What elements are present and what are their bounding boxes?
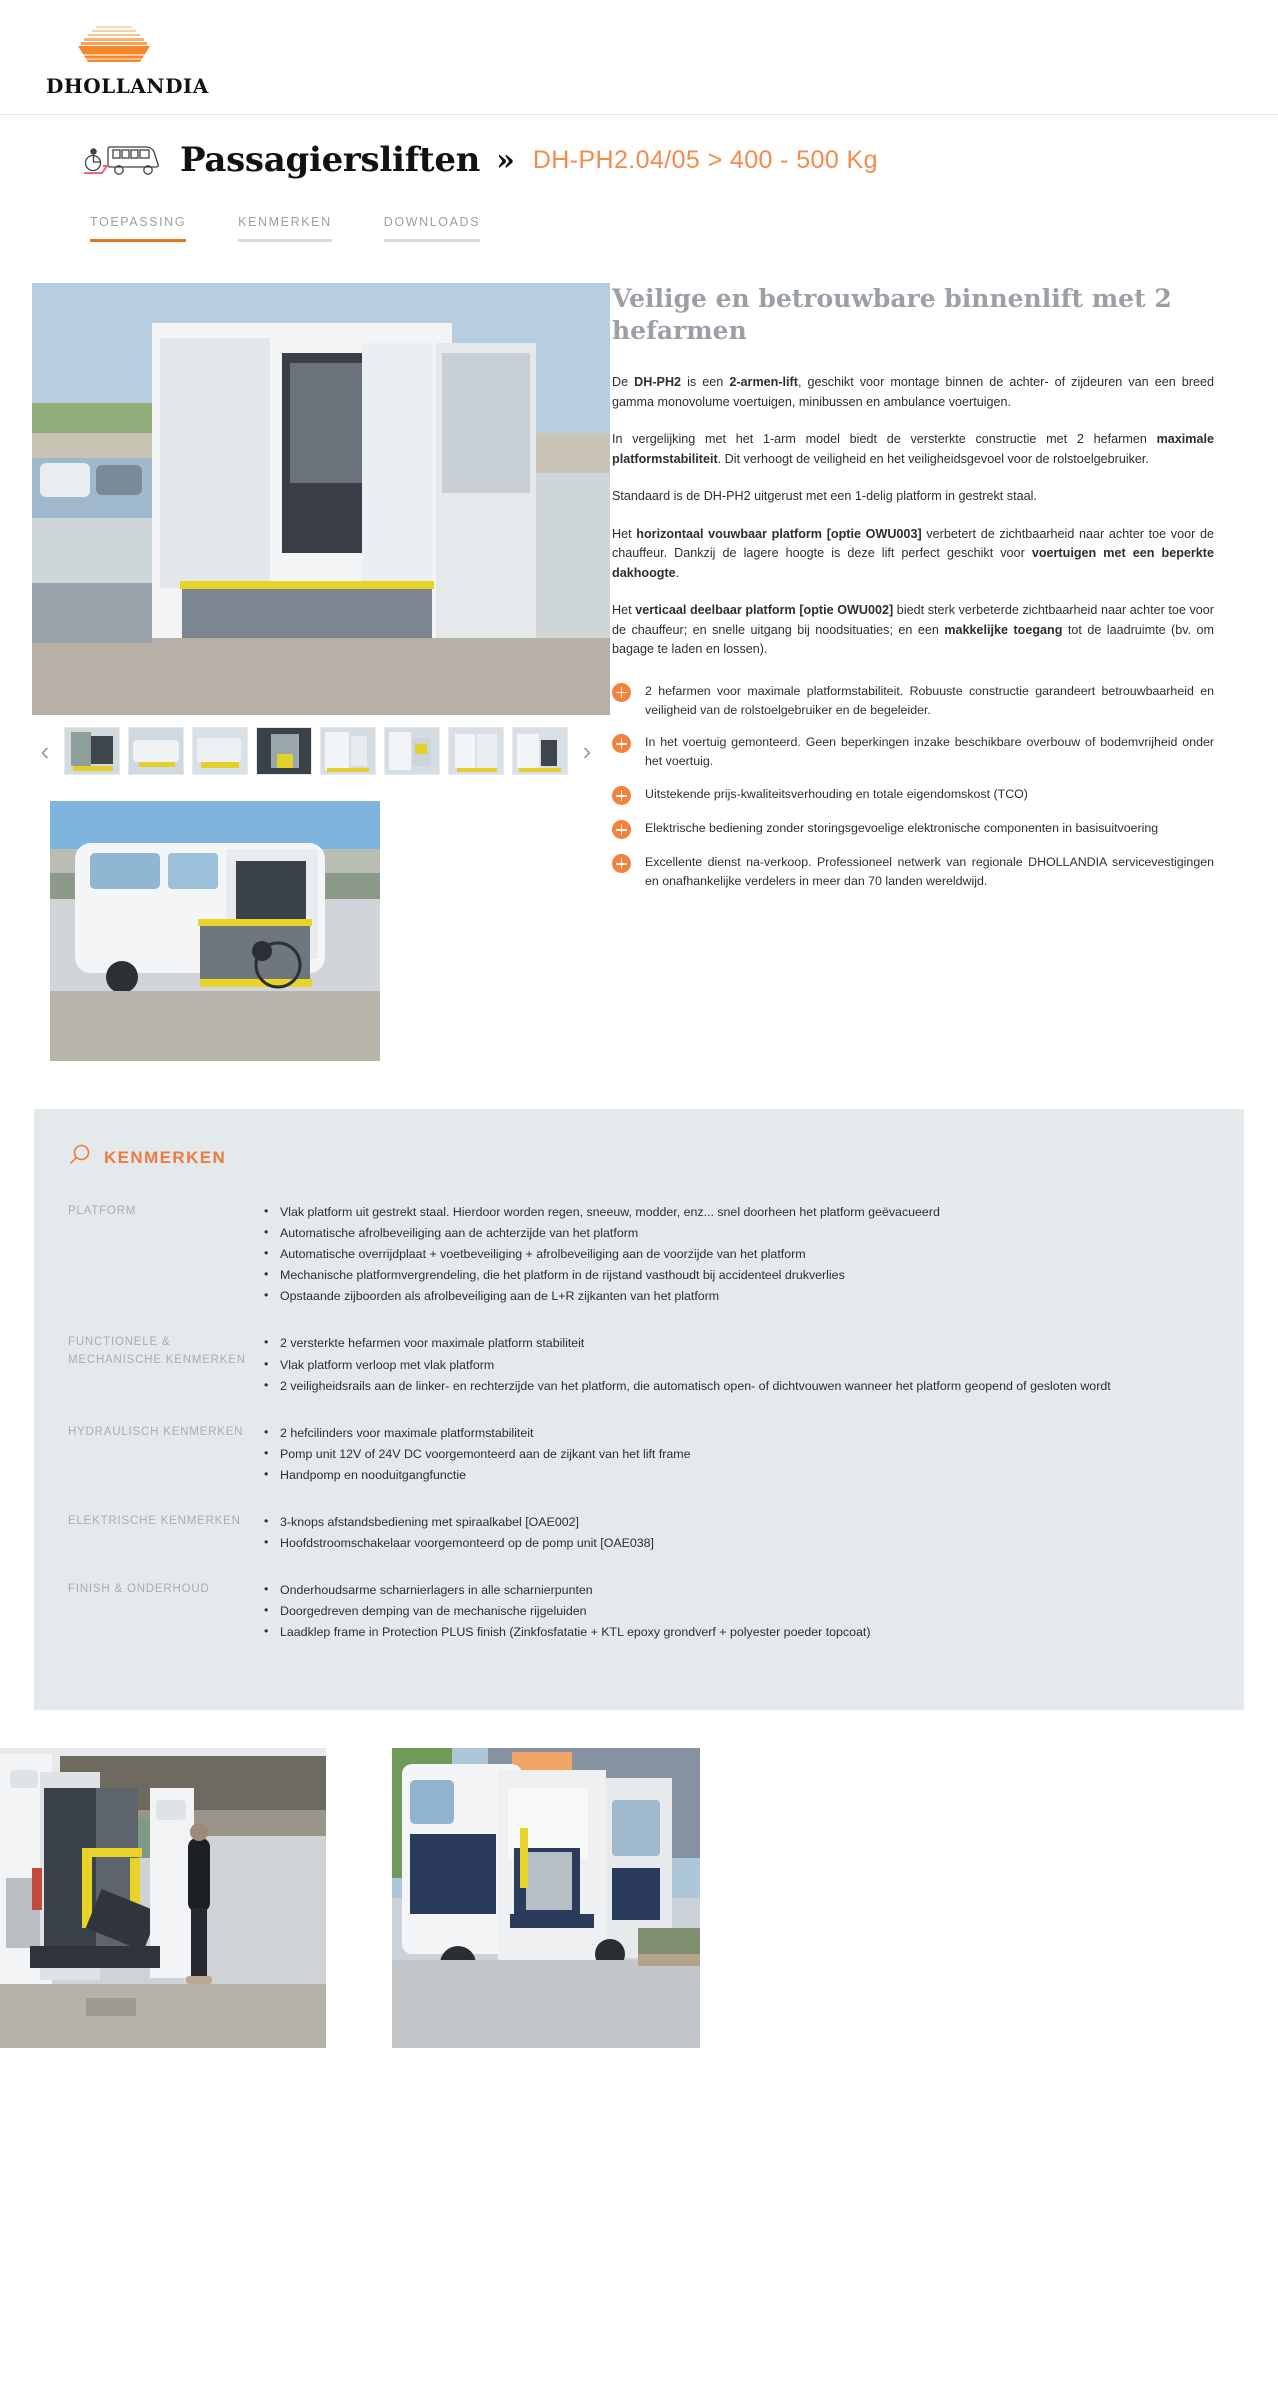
features-panel [34, 1109, 1244, 1710]
feature-item: • 2 veiligheidsrails aan de linker- en rechterzijde van het platform, die automatisch open- of dichtvouwen wanneer het platform geopend of gesloten wordt [264, 1376, 1204, 1396]
feature-item: • Handpomp en nooduitgangfunctie [264, 1465, 1204, 1485]
features-panel-title: KENMERKEN [104, 1147, 227, 1167]
thumbnail-item[interactable] [384, 727, 440, 775]
feature-item: • Laadklep frame in Protection PLUS finish (Zinkfosfatatie + KTL epoxy grondverf + polyester poeder topcoat) [264, 1622, 1204, 1642]
thumbnail-item[interactable] [448, 727, 504, 775]
feature-item: • Vlak platform verloop met vlak platform [264, 1355, 1204, 1375]
thumbnail-strip[interactable] [32, 727, 610, 775]
thumbnail-item[interactable] [192, 727, 248, 775]
benefit-item [612, 785, 1214, 805]
brand-header [0, 0, 1278, 108]
benefit-text: Uitstekende prijs-kwaliteitsverhouding en totale eigendomskost (TCO) [645, 787, 1028, 802]
tab-toepassing-underline [90, 239, 186, 242]
thumbnail-list[interactable] [64, 727, 568, 775]
tab-downloads[interactable] [362, 215, 502, 253]
intro-paragraph-3: Standaard is de DH-PH2 uitgerust met een 1-delig platform in gestrekt staal. [612, 489, 1037, 504]
feature-item: • 3-knops afstandsbediening met spiraalkabel [OAE002] [264, 1512, 1204, 1532]
feature-group-hydraulisch [68, 1423, 1204, 1486]
gallery-column [0, 283, 610, 1061]
term-owu003: horizontaal vouwbaar platform [optie OWU003] [636, 526, 922, 541]
plus-icon [612, 734, 631, 753]
feature-item: • Automatische overrijdplaat + voetbeveiliging + afrolbeveiliging aan de voorzijde van het platform [264, 1244, 1204, 1264]
thumbnail-item[interactable] [320, 727, 376, 775]
tab-downloads-underline [384, 239, 480, 242]
benefit-text: Elektrische bediening zonder storingsgevoelige elektronische componenten in basisuitvoering [645, 821, 1159, 836]
intro-paragraph-4: Het horizontaal vouwbaar platform [optie OWU003] verbetert de zichtbaarheid naar achter toe voor de chauffeur. Dankzij de lagere hoogte is deze lift perfect geschikt voor voertuigen met een beperkte dakhoogte. [612, 526, 1214, 580]
feature-group-items [264, 1202, 1204, 1307]
intro-paragraph-2: In vergelijking met het 1-arm model biedt de versterkte constructie met 2 hefarmen maximale platformstabiliteit. Dit verhoogt de veiligheid en het veiligheidsgevoel voor de rolstoelgebruiker. [612, 432, 1214, 466]
feature-group-label: PLATFORM [68, 1205, 137, 1217]
bottom-image-right[interactable] [392, 1748, 700, 2048]
hero-image[interactable] [32, 283, 610, 715]
benefit-item [612, 819, 1214, 839]
tab-kenmerken-label: KENMERKEN [238, 215, 332, 229]
feature-group-label: FINISH & ONDERHOUD [68, 1583, 210, 1596]
intro-paragraph-5: Het verticaal deelbaar platform [optie OWU002] biedt sterk verbeterde zichtbaarheid naar achter toe voor de chauffeur; en snelle uitgang bij noodsituaties; en een makkelijke toegang tot de laadruimte (bv. om bagage te laden en lossen). [612, 603, 1215, 657]
thumbnail-item[interactable] [512, 727, 568, 775]
section-heading: Veilige en betrouwbare binnenlift met 2 hefarmen [612, 284, 1172, 345]
plus-icon [612, 683, 631, 702]
benefit-text: Excellente dienst na-verkoop. Professioneel netwerk van regionale DHOLLANDIA servicevestigingen en onafhankelijke verdelers in meer dan 70 landen wereldwijd. [645, 855, 1214, 888]
page-header [0, 115, 1278, 183]
term-max-platformstabiliteit: maximale platformstabiliteit [612, 432, 1214, 466]
chevron-left-icon[interactable]: ‹ [40, 736, 50, 766]
intro-paragraph-1: De DH-PH2 is een 2-armen-lift, geschikt voor montage binnen de achter- of zijdeuren van een breed gamma monovolume voertuigen, minibussen en ambulance voertuigen. [612, 375, 1214, 409]
feature-group-finish-onderhoud [68, 1580, 1204, 1643]
magnifier-icon [68, 1143, 92, 1172]
tab-kenmerken-underline [238, 239, 332, 242]
feature-group-items [264, 1423, 1204, 1486]
feature-item: • Pomp unit 12V of 24V DC voorgemonteerd aan de zijkant van het lift frame [264, 1444, 1204, 1464]
brand-name: DHOLLANDIA [46, 74, 209, 98]
page-title: Passagiersliften [180, 140, 481, 180]
feature-group-items [264, 1512, 1204, 1554]
dhollandia-logo-icon [58, 24, 170, 72]
plus-icon [612, 786, 631, 805]
feature-group-items [264, 1580, 1204, 1643]
thumbnail-item[interactable] [64, 727, 120, 775]
description-column [610, 283, 1250, 1061]
chevron-right-icon[interactable]: › [582, 736, 592, 766]
tab-bar[interactable] [0, 183, 1278, 253]
tab-kenmerken[interactable] [216, 215, 354, 253]
bottom-image-left[interactable] [0, 1748, 326, 2048]
feature-group-label: HYDRAULISCH KENMERKEN [68, 1425, 244, 1438]
main-content [0, 253, 1278, 1061]
thumbnail-item[interactable] [128, 727, 184, 775]
feature-item: • Doorgedreven demping van de mechanische rijgeluiden [264, 1601, 1204, 1621]
feature-group-items [264, 1333, 1204, 1396]
plus-icon [612, 854, 631, 873]
term-owu002: verticaal deelbaar platform [optie OWU002] [635, 603, 894, 618]
term-2-armen-lift: 2-armen-lift [729, 375, 798, 389]
feature-item: • Automatische afrolbeveiliging aan de achterzijde van het platform [264, 1223, 1204, 1243]
feature-group-platform [68, 1202, 1204, 1307]
wheelchair-minibus-icon [80, 137, 166, 183]
feature-item: • Opstaande zijboorden als afrolbeveiliging aan de L+R zijkanten van het platform [264, 1286, 1204, 1306]
feature-item: • Vlak platform uit gestrekt staal. Hierdoor worden regen, sneeuw, modder, enz... snel doorheen het platform geëvacueerd [264, 1202, 1204, 1222]
features-panel-header [68, 1143, 1204, 1172]
feature-item: • Onderhoudsarme scharnierlagers in alle scharnierpunten [264, 1580, 1204, 1600]
feature-item: • Hoofdstroomschakelaar voorgemonteerd op de pomp unit [OAE038] [264, 1533, 1204, 1553]
feature-group-label: ELEKTRISCHE KENMERKEN [68, 1515, 241, 1528]
term-dh-ph2: DH-PH2 [634, 375, 682, 389]
logo[interactable] [46, 24, 209, 98]
thumbnail-item[interactable] [256, 727, 312, 775]
feature-group-functioneel-mechanisch [68, 1333, 1204, 1396]
bottom-gallery [0, 1710, 1278, 2048]
feature-item: • Mechanische platformvergrendeling, die het platform in de rijstand vasthoudt bij accidenteel drukverlies [264, 1265, 1204, 1285]
benefit-item [612, 853, 1214, 891]
tab-downloads-label: DOWNLOADS [383, 215, 481, 229]
page-subtitle: DH-PH2.04/05 > 400 - 500 Kg [532, 145, 878, 174]
benefit-text: In het voertuig gemonteerd. Geen beperkingen inzake beschikbare overbouw of bodemvrijheid onder het voertuig. [645, 735, 1214, 769]
tab-toepassing[interactable] [68, 215, 208, 253]
term-beperkte-dakhoogte: voertuigen met een beperkte dakhoogte [612, 546, 1214, 580]
term-makkelijke-toegang: makkelijke toegang [944, 622, 1063, 637]
benefit-text: 2 hefarmen voor maximale platformstabiliteit. Robuuste constructie garandeert betrouwbaarheid en veiligheid van de rolstoelgebruiker en de begeleider. [645, 683, 1214, 717]
secondary-image[interactable] [50, 801, 380, 1061]
benefits-list [612, 682, 1214, 891]
feature-group-elektrisch [68, 1512, 1204, 1554]
title-chevron-icon: » [496, 142, 515, 178]
feature-item: • 2 versterkte hefarmen voor maximale platform stabiliteit [264, 1333, 1204, 1353]
feature-item: • 2 hefcilinders voor maximale platformstabiliteit [264, 1423, 1204, 1443]
feature-group-label: FUNCTIONELE & MECHANISCHE KENMERKEN [68, 1336, 246, 1366]
tab-toepassing-label: TOEPASSING [90, 215, 187, 229]
benefit-item [612, 733, 1214, 771]
benefit-item [612, 682, 1214, 720]
plus-icon [612, 820, 631, 839]
